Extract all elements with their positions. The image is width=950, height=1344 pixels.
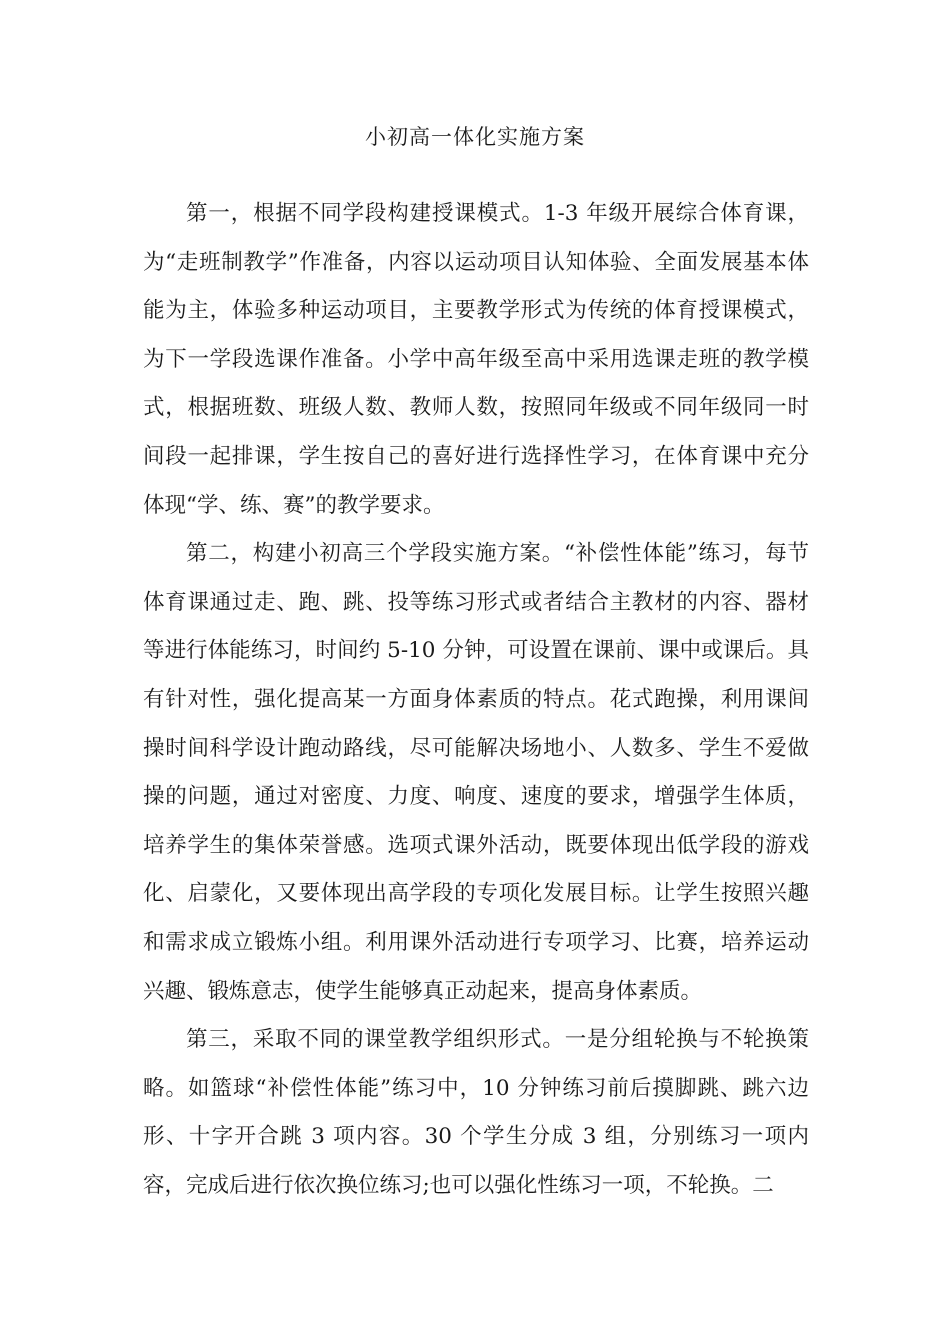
paragraph-3: 第三，采取不同的课堂教学组织形式。一是分组轮换与不轮换策略。如篮球“补偿性体能”练习中，10 分钟练习前后摸脚跳、跳六边形、十字开合跳 3 项内容。30 个学生分成 3 组，分别练习一项内容，完成后进行依次换位练习;也可以强化性练习一项，不轮换。二 [143, 1027, 809, 1198]
paragraph-1: 第一，根据不同学段构建授课模式。1-3 年级开展综合体育课，为“走班制教学”作准备，内容以运动项目认知体验、全面发展基本体能为主，体验多种运动项目，主要教学形式为传统的体育授课模式，为下一学段选课作准备。小学中高年级至高中采用选课走班的教学模式，根据班数、班级人数、教师人数，按照同年级或不同年级同一时间段一起排课，学生按自己的喜好进行选择性学习，在体育课中充分体现“学、练、赛”的教学要求。 [143, 201, 809, 518]
document-body [143, 190, 809, 1210]
document-title: 小初高一体化实施方案 [365, 125, 585, 149]
paragraph-2: 第二，构建小初高三个学段实施方案。“补偿性体能”练习，每节体育课通过走、跑、跳、投等练习形式或者结合主教材的内容、器材等进行体能练习，时间约 5-10 分钟，可设置在课前、课中或课后。具有针对性，强化提高某一方面身体素质的特点。花式跑操，利用课间操时间科学设计跑动路线，尽可能解决场地小、人数多、学生不爱做操的问题，通过对密度、力度、响度、速度的要求，增强学生体质，培养学生的集体荣誉感。选项式课外活动，既要体现出低学段的游戏化、启蒙化，又要体现出高学段的专项化发展目标。让学生按照兴趣和需求成立锻炼小组。利用课外活动进行专项学习、比赛，培养运动兴趣、锻炼意志，使学生能够真正动起来，提高身体素质。 [143, 541, 809, 1004]
